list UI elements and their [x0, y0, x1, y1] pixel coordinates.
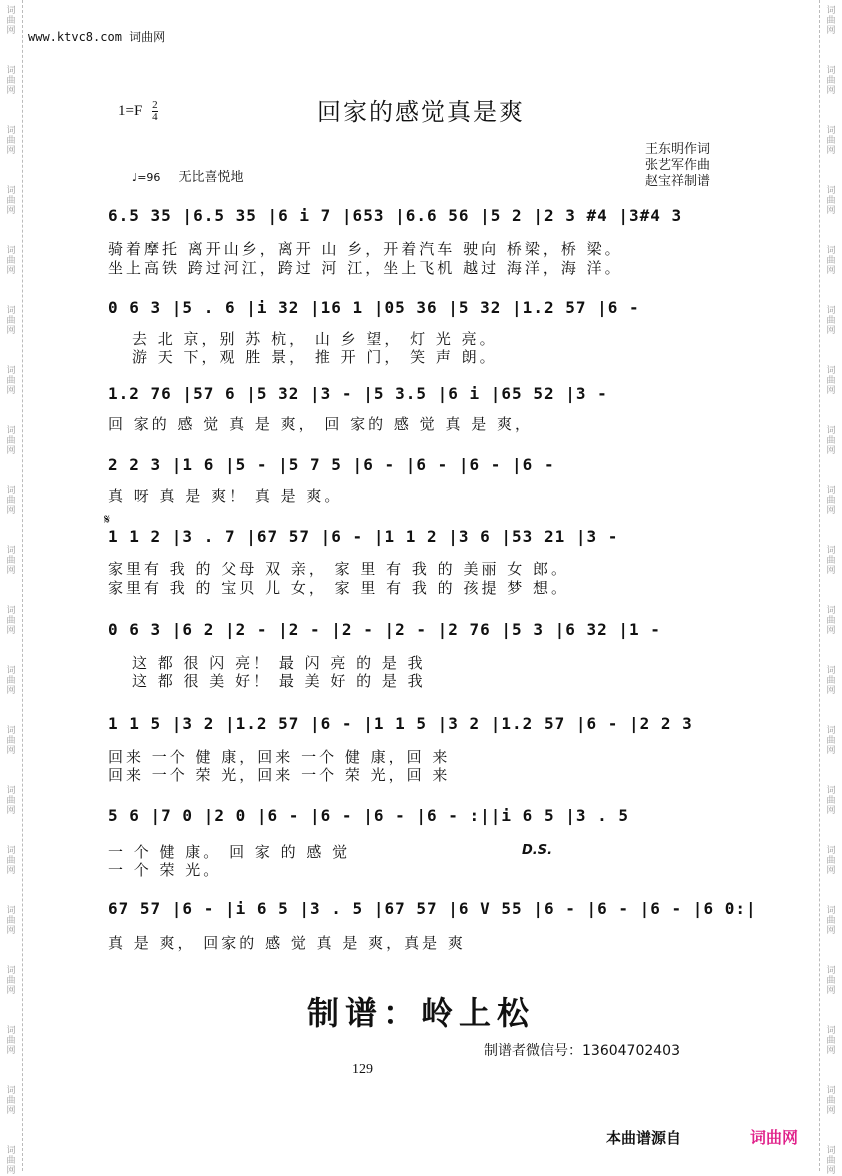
- watermark-text: 词 曲 网: [826, 6, 836, 36]
- song-title: 回家的感觉真是爽: [317, 98, 525, 126]
- watermark-text: 词 曲 网: [826, 606, 836, 636]
- watermark-text: 词 曲 网: [826, 426, 836, 456]
- watermark-text: 词 曲 网: [826, 1086, 836, 1116]
- watermark-text: 词 曲 网: [6, 1086, 16, 1116]
- composer-credit: 张艺军作曲: [645, 158, 711, 173]
- watermark-text: 词 曲 网: [826, 546, 836, 576]
- lyric-text: 一 个 健 康。 回 家 的 感 觉: [108, 843, 351, 861]
- lyric-line: 家里有 我 的 父母 双 亲， 家 里 有 我 的 美丽 女 郎。: [108, 560, 569, 578]
- notation-line: 1.2 76 |57 6 |5 32 |3 - |5 3.5 |6 i |65 52 |3 -: [108, 384, 608, 403]
- lyric-line: 回 家的 感 觉 真 是 爽， 回 家的 感 觉 真 是 爽，: [108, 415, 533, 433]
- watermark-text: 词 曲 网: [6, 126, 16, 156]
- watermark-text: 词 曲 网: [826, 486, 836, 516]
- lyric-line: 这 都 很 闪 亮！ 最 闪 亮 的 是 我: [132, 654, 426, 672]
- credits: [645, 142, 710, 190]
- page-number: 129: [352, 1062, 373, 1077]
- watermark-text: 词 曲 网: [826, 786, 836, 816]
- lyric-line: 坐上高铁 跨过河江，跨过 河 江，坐上飞机 越过 海洋，海 洋。: [108, 259, 623, 277]
- lyric-line: 回来 一个 健 康，回来 一个 健 康，回 来: [108, 748, 451, 766]
- watermark-text: 词 曲 网: [6, 546, 16, 576]
- source-label: 本曲谱源自: [606, 1129, 682, 1147]
- segno-sign: 𝄋: [104, 512, 111, 528]
- watermark-text: 词 曲 网: [6, 486, 16, 516]
- time-bottom: 4: [152, 111, 158, 123]
- watermark-text: 词 曲 网: [6, 246, 16, 276]
- watermark-text: 词 曲 网: [826, 666, 836, 696]
- tempo-value: ♩=96: [132, 171, 161, 184]
- watermark-text: 词 曲 网: [826, 726, 836, 756]
- transcriber-credit: 赵宝祥制谱: [645, 174, 711, 189]
- watermark-text: 词 曲 网: [826, 306, 836, 336]
- notation-line: 2 2 3 |1 6 |5 - |5 7 5 |6 - |6 - |6 - |6 -: [108, 455, 555, 474]
- watermark-text: 词 曲 网: [6, 186, 16, 216]
- expression-mark: 无比喜悦地: [178, 170, 244, 185]
- lyric-line: 家里有 我 的 宝贝 儿 女， 家 里 有 我 的 孩提 梦 想。: [108, 579, 569, 597]
- watermark-text: 词 曲 网: [826, 906, 836, 936]
- watermark-text: 词 曲 网: [6, 966, 16, 996]
- watermark-text: 词 曲 网: [6, 606, 16, 636]
- notation-line: 0 6 3 |5 . 6 |i 32 |16 1 |05 36 |5 32 |1.2 57 |6 -: [108, 298, 640, 317]
- notation-line: 6.5 35 |6.5 35 |6 i 7 |653 |6.6 56 |5 2 |2 3 #4 |3#4 3: [108, 206, 683, 225]
- lyric-line: 游 天 下，观 胜 景， 推 开 门， 笑 声 朗。: [132, 348, 498, 366]
- watermark-text: 词 曲 网: [6, 366, 16, 396]
- notation-line: 1 1 2 |3 . 7 |67 57 |6 - |1 1 2 |3 6 |53 21 |3 -: [108, 527, 619, 546]
- lyric-line: 回来 一个 荣 光，回来 一个 荣 光，回 来: [108, 766, 451, 784]
- notation-line: 0 6 3 |6 2 |2 - |2 - |2 - |2 - |2 76 |5 3 |6 32 |1 -: [108, 620, 661, 639]
- lyric-line: 去 北 京，别 苏 杭， 山 乡 望， 灯 光 亮。: [132, 330, 498, 348]
- lyricist-credit: 王东明作词: [645, 142, 711, 157]
- watermark-text: 词 曲 网: [6, 426, 16, 456]
- lyric-line: 一 个 荣 光。: [108, 861, 222, 879]
- watermark-text: 词 曲 网: [826, 366, 836, 396]
- time-top: 2: [152, 99, 158, 111]
- watermark-text: 词 曲 网: [6, 66, 16, 96]
- watermark-text: 词 曲 网: [826, 126, 836, 156]
- watermark-text: 词 曲 网: [6, 906, 16, 936]
- watermark-text: 词 曲 网: [6, 1146, 16, 1176]
- watermark-text: 词 曲 网: [6, 726, 16, 756]
- lyric-line: 真 呀 真 是 爽！ 真 是 爽。: [108, 487, 343, 505]
- lyric-line: 真 是 爽， 回家的 感 觉 真 是 爽，真是 爽: [108, 934, 466, 952]
- watermark-text: 词 曲 网: [6, 846, 16, 876]
- site-url[interactable]: www.ktvc8.com 词曲网: [28, 30, 166, 44]
- watermark-text: 词 曲 网: [826, 1026, 836, 1056]
- watermark-text: 词 曲 网: [6, 1026, 16, 1056]
- ds-text: D.S.: [522, 843, 553, 858]
- watermark-text: 词 曲 网: [6, 6, 16, 36]
- watermark-text: 词 曲 网: [6, 786, 16, 816]
- watermark-text: 词 曲 网: [826, 1146, 836, 1176]
- wechat-contact: 制谱者微信号：13604702403: [484, 1043, 680, 1059]
- key-label: 1=F: [118, 102, 143, 119]
- lyric-line: 这 都 很 美 好！ 最 美 好 的 是 我: [132, 672, 426, 690]
- watermark-text: 词 曲 网: [6, 306, 16, 336]
- notation-line: 1 1 5 |3 2 |1.2 57 |6 - |1 1 5 |3 2 |1.2 57 |6 - |2 2 3: [108, 714, 693, 733]
- arranger-signature: 制谱：岭上松: [306, 994, 535, 1032]
- ds-marking: [522, 839, 558, 858]
- watermark-text: 词 曲 网: [826, 246, 836, 276]
- watermark-text: 词 曲 网: [826, 66, 836, 96]
- source-brand-link[interactable]: 词曲网: [750, 1128, 799, 1147]
- tempo-marking: [132, 166, 244, 185]
- notation-line: 67 57 |6 - |i 6 5 |3 . 5 |67 57 |6 V 55 |6 - |6 - |6 - |6 0:|: [108, 899, 757, 918]
- watermark-text: 词 曲 网: [6, 666, 16, 696]
- watermark-text: 词 曲 网: [826, 186, 836, 216]
- watermark-text: 词 曲 网: [826, 846, 836, 876]
- notation-line: 5 6 |7 0 |2 0 |6 - |6 - |6 - |6 - :||i 6 5 |3 . 5: [108, 806, 630, 825]
- lyric-line: 骑着摩托 离开山乡，离开 山 乡，开着汽车 驶向 桥梁，桥 梁。: [108, 240, 623, 258]
- watermark-text: 词 曲 网: [826, 966, 836, 996]
